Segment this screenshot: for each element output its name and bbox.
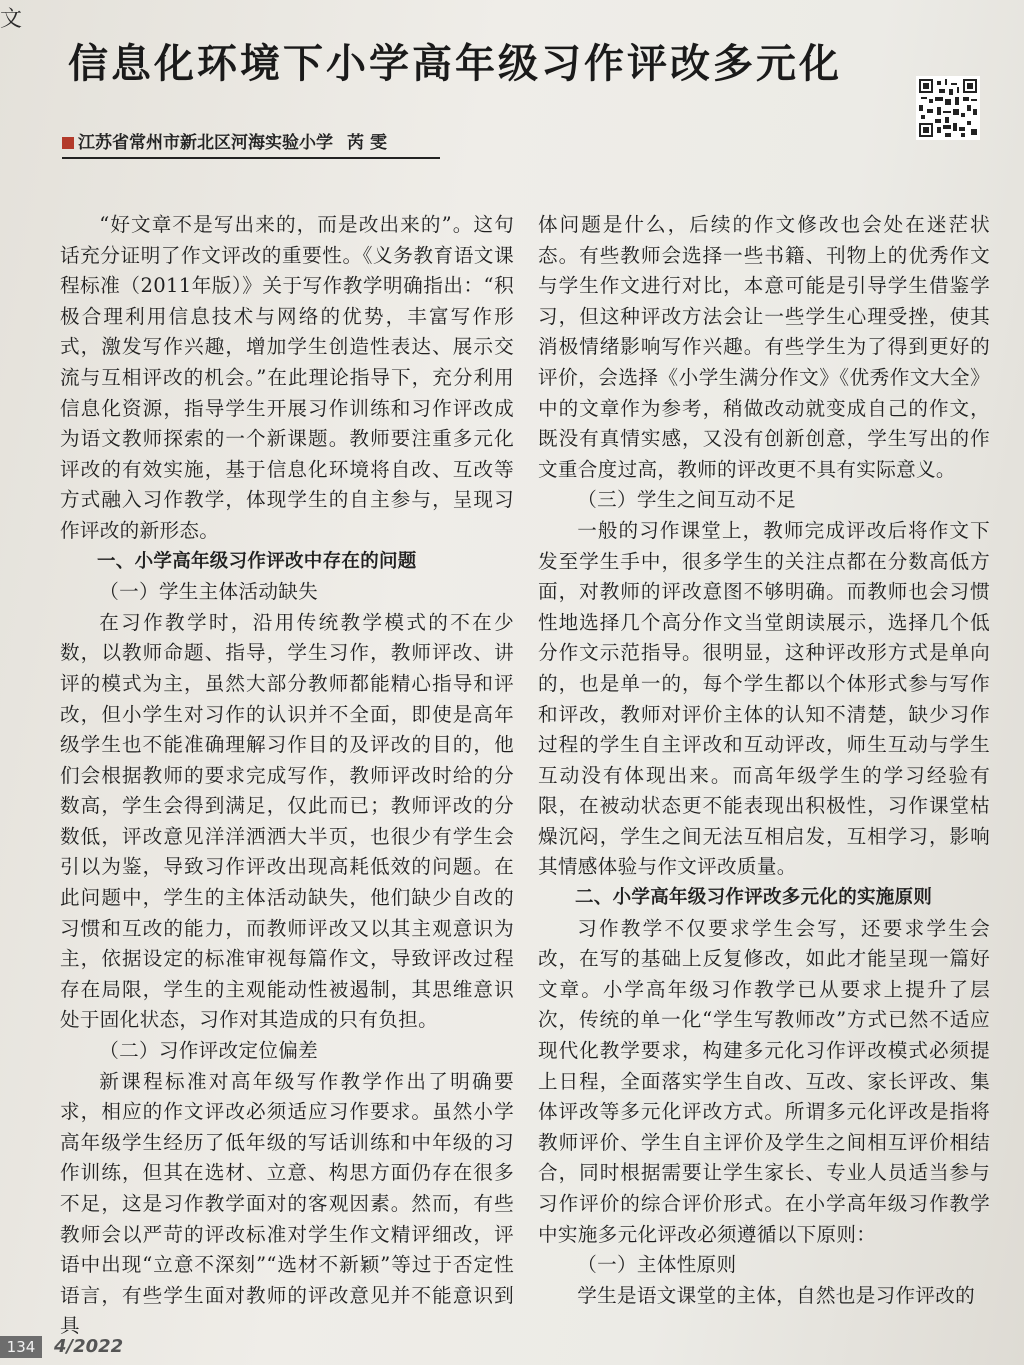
author-name: 芮雯 bbox=[347, 133, 393, 153]
qr-code-icon bbox=[916, 76, 980, 140]
subsection-heading: （一）学生主体活动缺失 bbox=[99, 580, 319, 604]
byline bbox=[62, 128, 440, 159]
author-affiliation: 江苏省常州市新北区河海实验小学 bbox=[78, 133, 333, 153]
section-heading: 二、小学高年级习作评改多元化的实施原则 bbox=[575, 887, 933, 909]
right-column bbox=[538, 210, 990, 1311]
issue-number: 4/2022 bbox=[54, 1336, 124, 1357]
section-heading: 一、小学高年级习作评改中存在的问题 bbox=[97, 550, 417, 572]
paragraph-continued: 体问题是什么，后续的作文修改也会处在迷茫状态。有些教师会选择一些书籍、刊物上的优秀作文与学生作文进行对比，本意可能是引导学生借鉴学习，但这种评改方法会让一些学生心理受挫，使其消极情绪影响写作兴趣。有些学生为了得到更好的评价，会选择《小学生满分作文》《优秀作文大全》中的文章作为参考，稍做改动就变成自己的作文，既没有真情实感，又没有创新创意，学生写出的作文重合度过高，教师的评改更不具有实际意义。 bbox=[538, 213, 990, 481]
qr-code-graphic bbox=[919, 79, 977, 137]
paragraph: 新课程标准对高年级写作教学作出了明确要求，相应的作文评改必须适应习作要求。虽然小学高年级学生经历了低年级的写话训练和中年级的习作训练，但其在选材、立意、构思方面仍存在很多不足，这是习作教学面对的客观因素。然而，有些教师会以严苛的评改标准对学生作文精评细改，评语中出现“立意不深刻”“选材不新颖”等过于否定性语言，有些学生面对教师的评改意见并不能意识到具 bbox=[60, 1069, 514, 1338]
section-tag: 文 bbox=[0, 7, 23, 32]
subsection-heading: （二）习作评改定位偏差 bbox=[99, 1039, 319, 1063]
left-column bbox=[60, 210, 514, 1342]
paragraph: 一般的习作课堂上，教师完成评改后将作文下发至学生手中，很多学生的关注点都在分数高低方面，对教师的评改意图不够明确。而教师也会习惯性地选择几个高分作文当堂朗读展示，选择几个低分作文示范指导。很明显，这种评改形方式是单向的，也是单一的，每个学生都以个体形式参与写作和评改，教师对评价主体的认知不清楚，缺少习作过程的学生自主评改和互动评改，师生互动与学生互动没有体现出来。而高年级学生的学习经验有限，在被动状态更不能表现出积极性，习作课堂枯燥沉闷，学生之间无法互相启发，互相学习，影响其情感体验与作文评改质量。 bbox=[538, 518, 990, 879]
page-number: 134 bbox=[0, 1336, 42, 1358]
paragraph: 习作教学不仅要求学生会写，还要求学生会改，在写的基础上反复修改，如此才能呈现一篇好文章。小学高年级习作教学已从要求上提升了层次，传统的单一化“学生写教师改”方式已然不适应现代化教学要求，构建多元化习作评改模式必须提上日程，全面落实学生自改、互改、家长评改、集体评改等多元化评改方式。所谓多元化评改是指将教师评价、学生自主评价及学生之间相互评价相结合，同时根据需要让学生家长、专业人员适当参与习作评价的综合评价形式。在小学高年级习作教学中实施多元化评改必须遵循以下原则： bbox=[538, 916, 990, 1246]
paragraph: 在习作教学时，沿用传统教学模式的不在少数，以教师命题、指导，学生习作，教师评改、讲评的模式为主，虽然大部分教师都能精心指导和评改，但小学生对习作的认识并不全面，即使是高年级学生也不能准确理解习作目的及评改的目的，他们会根据教师的要求完成写作，教师评改时给的分数高，学生会得到满足，仅此而已；教师评改的分数低，评改意见洋洋洒洒大半页，也很少有学生会引以为鉴，导致习作评改出现高耗低效的问题。在此问题中，学生的主体活动缺失，他们缺少自改的习惯和互改的能力，而教师评改又以其主观意识为主，依据设定的标准审视每篇作文，导致评改过程存在局限，学生的主观能动性被遏制，其思维意识处于固化状态，习作对其造成的只有负担。 bbox=[60, 610, 514, 1032]
article-title: 信息化环境下小学高年级习作评改多元化 bbox=[68, 41, 842, 87]
subsection-heading: （一）主体性原则 bbox=[577, 1253, 737, 1277]
paragraph: “好文章不是写出来的，而是改出来的”。这句话充分证明了作文评改的重要性。《义务教育语文课程标准（2011年版）》关于写作教学明确指出：“积极合理利用信息技术与网络的优势，丰富写作形式，激发写作兴趣，增加学生创造性表达、展示交流与互相评改的机会。”在此理论指导下，充分利用信息化资源，指导学生开展习作训练和习作评改成为语文教师探索的一个新课题。教师要注重多元化评改的有效实施，基于信息化环境将自改、互改等方式融入习作教学，体现学生的自主参与，呈现习作评改的新形态。 bbox=[60, 213, 514, 542]
byline-marker-icon bbox=[62, 137, 74, 149]
subsection-heading: （三）学生之间互动不足 bbox=[577, 488, 797, 512]
paragraph: 学生是语文课堂的主体，自然也是习作评改的 bbox=[577, 1283, 976, 1307]
